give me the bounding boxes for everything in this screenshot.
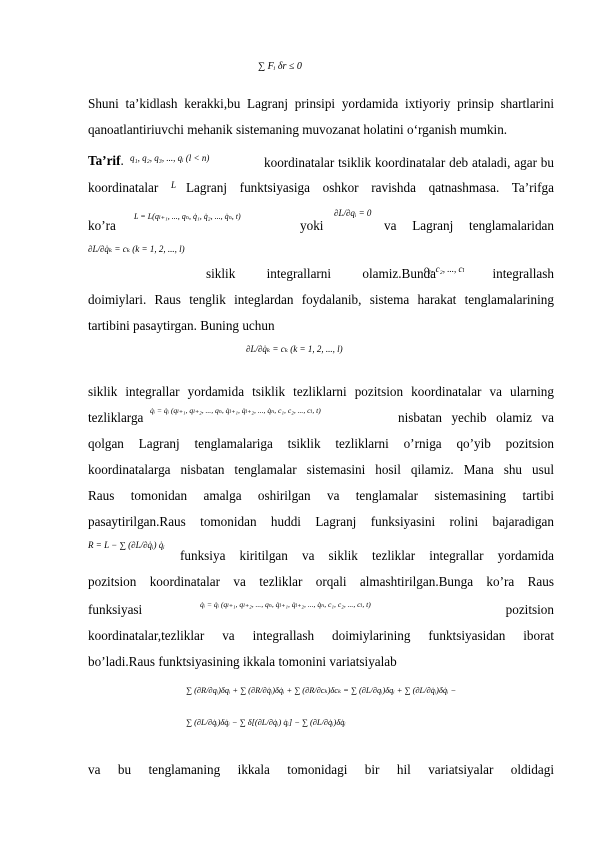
paragraph-line: koordinatalar [88, 180, 159, 195]
paragraph-line: Lagranj funktsiyasiga oshkor ravishda qatnashmasa. Ta’rifga [186, 180, 554, 195]
paragraph-line: doimiylari. Raus tenglik integlardan foydalanib, sistema harakat tenglamalarining [88, 292, 554, 307]
paragraph-line: integrallash [492, 266, 554, 281]
paragraph-line: pozitsion [505, 602, 554, 617]
paragraph-line: va Lagranj tenglamalaridan [384, 218, 554, 233]
paragraph-line: tezliklarga [88, 410, 144, 425]
paragraph-line: bo’ladi.Raus funktsiyasining ikkala tomonini variatsiyalab [88, 654, 397, 669]
formula-cyclic-integral: ∂L/∂q̇ₖ = cₖ (k = 1, 2, ..., l) [88, 244, 185, 254]
formula-dL-dq-zero: ∂L/∂qᵢ = 0 [334, 208, 372, 218]
formula-raus-function: R = L − ∑ (∂L/∂q̇ᵢ) q̇ᵢ [88, 540, 165, 550]
definition-term: Ta’rif [88, 153, 121, 168]
formula-L: L [171, 180, 177, 190]
formula-cyclic-velocities: q̇ᵢ = q̇ᵢ (qₗ₊₁, qₗ₊₂, ..., qₙ, q̇ₗ₊₁, q̇ₗ₊₂, ..., q̇ₙ, c₁, c₂, ..., cₗ, t) [150, 406, 321, 415]
paragraph-line: Shuni ta’kidlash kerakki,bu Lagranj prinsipi yordamida ixtiyoriy prinsip shartlarini [88, 96, 554, 111]
paragraph-line: koordinatalar tsiklik koordinatalar deb ataladi, agar bu [264, 155, 554, 170]
paragraph-line: funksiyasi [88, 602, 143, 617]
formula-cyclic-integral-centered: ∂L/∂q̇ₖ = cₖ (k = 1, 2, ..., l) [246, 344, 343, 354]
formula-coordinates: q₁, q₂, q₃, ..., qᵢ (l < n) [130, 153, 210, 163]
paragraph-line: funksiya kiritilgan va siklik tezliklar integrallar yordamida [180, 548, 554, 563]
paragraph-line: koordinatalarga nisbatan tenglamalar sistemasini hosil qilamiz. Mana shu usul [88, 462, 554, 477]
paragraph-line: va bu tenglamaning ikkala tomonidagi bir hil variatsiyalar oldidagi [88, 762, 554, 777]
paragraph-line: nisbatan yechib olamiz va [398, 410, 554, 425]
formula-constants: c₁, c₂, ..., cₗ [424, 264, 465, 274]
formula-variation-line-1: ∑ (∂R/∂qᵢ)δqᵢ + ∑ (∂R/∂q̇ᵢ)δq̇ᵢ + ∑ (∂R/∂cₖ)δcₖ = ∑ (∂L/∂qᵢ)δqᵢ + ∑ (∂L/∂q̇ᵢ)δq̇ᵢ − [186, 686, 457, 695]
formula-lagrange-function: L = L(qₗ₊₁, ..., qₙ, q̇₁, q̇₂, ..., q̇ₙ, t) [134, 212, 241, 221]
paragraph-line: siklik integrallarni olamiz.Bunda [206, 266, 436, 281]
paragraph-line: koordinatalar,tezliklar va integrallash doimiylarining funktsiyasidan iborat [88, 628, 554, 643]
paragraph-line: Raus tomonidan amalga oshirilgan va tenglamalar sistemasining tartibi [88, 488, 554, 503]
paragraph-line: siklik integrallar yordamida tsiklik tezliklarni pozitsion koordinatalar va ularning [88, 384, 554, 399]
formula-virtual-work: ∑ Fᵢ δr ≤ 0 [258, 61, 302, 72]
paragraph-line: qolgan Lagranj tenglamalariga tsiklik tezliklarni o’rniga qo’yib pozitsion [88, 436, 554, 451]
paragraph-line: ko’ra [88, 218, 116, 233]
paragraph-line: tartibini pasaytirgan. Buning uchun [88, 318, 275, 333]
paragraph-line: pozitsion koordinatalar va tezliklar orqali almashtirilgan.Bunga ko’ra Raus [88, 574, 554, 589]
paragraph-line: qanoatlantiriuvchi mehanik sistemaning muvozanat holatini o‘rganish mumkin. [88, 122, 508, 137]
formula-variation-line-2: ∑ (∂L/∂q̇ᵢ)δq̇ᵢ − ∑ δ[(∂L/∂q̇ᵢ) q̇ᵢ] − ∑ (∂L/∂q̇ᵢ)δq̇ᵢ [186, 718, 346, 727]
paragraph-line: yoki [300, 218, 324, 233]
paragraph-line: pasaytirilgan.Raus tomonidan huddi Lagranj funksiyasini rolini bajaradigan [88, 514, 554, 529]
definition-line: Ta’rif. [88, 153, 124, 168]
formula-raus-velocities: q̇ᵢ = q̇ᵢ (qₗ₊₁, qₗ₊₂, ..., qₙ, q̇ₗ₊₁, q̇ₗ₊₂, ..., q̇ₙ, c₁, c₂, ..., cₗ, t) [200, 600, 371, 609]
